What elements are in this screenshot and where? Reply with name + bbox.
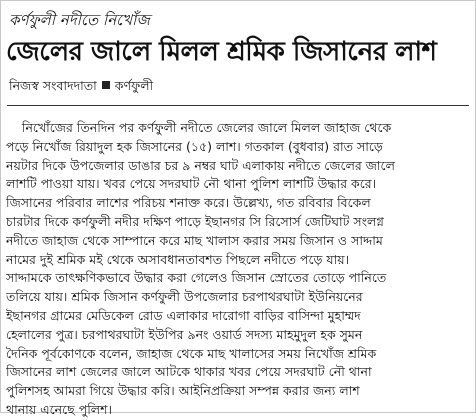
body-line: থানায় এনেছে পুলিশ। — [6, 401, 112, 417]
byline-location: কর্ণফুলী — [114, 78, 154, 93]
body-line: জিসানের পরিবার লাশের পরিচয় শনাক্ত করে। উল্লেখ্য, গত রবিবার বিকেল — [6, 195, 371, 211]
body-line: দৈনিক পূর্বকোণকে বলেন, জাহাজ থেকে মাছ খালাসের সময় নিখোঁজ শ্রমিক — [6, 345, 377, 361]
body-line: হেলালের পুত্র। চরপাথরঘাটা ইউপির ৯নং ওয়ার্ড সদস্য মাহমুদুল হক সুমন — [6, 326, 363, 342]
body-line: নামের দুই শ্রমিক মই থেকে অসাবধানতাবশত পিছলে নদীতে পড়ে যায়। — [6, 251, 350, 267]
kicker: কর্ণফুলী নদীতে নিখোঁজ — [9, 11, 150, 29]
byline-author: নিজস্ব সংবাদদাতা — [9, 78, 97, 93]
body-line: নদীতে জাহাজ থেকে সাম্পানে করে মাছ খালাস করার সময় জিসান ও সাদ্দাম — [6, 232, 383, 248]
body-line: নয়টার দিকে উপজেলার ডাঙার চর ৯ নম্বর ঘাট এলাকায় নদীতে জেলের জালে — [6, 157, 395, 173]
body-line: ইছানগর গ্রামের মেডিকেল রোড এলাকার দারোগা বাড়ির বাসিন্দা মুহাম্মদ — [6, 307, 361, 323]
body-line: পড়ে নিখোঁজ রিয়াদুল হক জিসানের (১৫) লাশ। গতকাল (বুধবার) রাত সাড়ে — [6, 138, 383, 154]
headline: জেলের জালে মিলল শ্রমিক জিসানের লাশ — [6, 37, 437, 67]
body-line: লাশটি পাওয়া যায়। খবর পেয়ে সদরঘাট নৌ থানা পুলিশ লাশটি উদ্ধার করে। — [6, 176, 377, 192]
body-line: পুলিশসহ আমরা গিয়ে উদ্ধার করি। আইনিপ্রক্রিয়া সম্পন্ন করার জন্য লাশ — [6, 383, 360, 399]
body-line: সাদ্দামকে তাৎক্ষণিকভাবে উদ্ধার করা গেলেও জিসান স্রোতের তোড়ে পানিতে — [6, 270, 387, 286]
article-body — [6, 119, 472, 420]
body-line: নিখোঁজের তিনদিন পর কর্ণফুলী নদীতে জেলের জালে মিলল জাহাজ থেকে — [6, 120, 392, 135]
byline — [9, 77, 153, 95]
square-bullet-icon — [102, 81, 110, 89]
body-line: তলিয়ে যায়। শ্রমিক জিসান কর্ণফুলী উপজেলার চরপাথরঘাটা ইউনিয়নের — [6, 289, 363, 305]
divider-rule — [7, 105, 469, 106]
body-line: জিসানের লাশ জেলের জালে আটকে থাকার খবর পেয়ে সদরঘাট নৌ থানা — [6, 364, 372, 380]
body-line: চারটার দিকে কর্ণফুলী নদীর দক্ষিণ পাড়ে ইছানগর সি রিসোর্স জেটিঘাট সংলগ্ন — [6, 213, 384, 229]
